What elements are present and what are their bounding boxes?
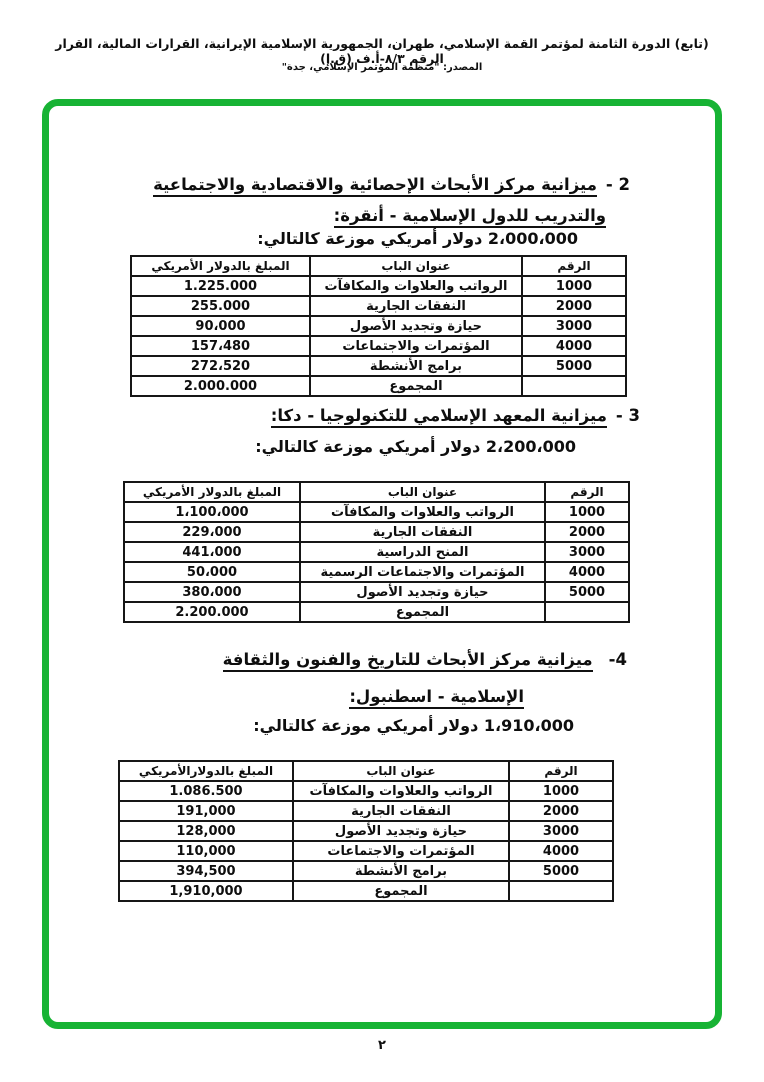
section-3-heading: [271, 406, 640, 425]
table-total-row: [131, 376, 626, 396]
section-2-title-line2-wrap: [334, 206, 606, 225]
budget-table-dhaka: [123, 481, 630, 623]
table-row: [131, 296, 626, 316]
section-4-amount-line: 1،910،000 دولار أمريكي موزعة كالتالي:: [253, 716, 574, 735]
row-number: 5000: [509, 861, 613, 881]
row-amount: 394,500: [119, 861, 293, 881]
column-header-title: عنوان الباب: [310, 256, 522, 276]
table-header-row: [119, 761, 613, 781]
section-2-amount-line: 2،000،000 دولار أمريكي موزعة كالتالي:: [257, 229, 578, 248]
section-4-title-line1: ميزانية مركز الأبحاث للتاريخ والفنون والثقافة: [223, 650, 593, 672]
row-amount: 110,000: [119, 841, 293, 861]
row-title: الرواتب والعلاوات والمكافآت: [310, 276, 522, 296]
section-2-title-line2: والتدريب للدول الإسلامية - أنقرة:: [334, 206, 606, 228]
row-title: حيازة وتجديد الأصول: [310, 316, 522, 336]
table-row: [124, 542, 629, 562]
budget-table-istanbul: [118, 760, 614, 902]
row-number: 1000: [509, 781, 613, 801]
table-row: [119, 781, 613, 801]
column-header-title: عنوان الباب: [293, 761, 509, 781]
row-amount: 128,000: [119, 821, 293, 841]
section-3-amount-line: 2،200،000 دولار أمريكي موزعة كالتالي:: [255, 437, 576, 456]
row-title: الرواتب والعلاوات والمكافآت: [293, 781, 509, 801]
row-title: برامج الأنشطة: [310, 356, 522, 376]
row-amount: 90،000: [131, 316, 310, 336]
row-number: 2000: [509, 801, 613, 821]
document-source-line: المصدر: "منظمة المؤتمر الإسلامي، جدة": [281, 62, 483, 73]
row-amount: 1.225.000: [131, 276, 310, 296]
row-number: [509, 881, 613, 901]
budget-table-ankara: [130, 255, 627, 397]
table-row: [119, 861, 613, 881]
table-row: [119, 821, 613, 841]
row-number: 2000: [522, 296, 626, 316]
row-amount: 229،000: [124, 522, 300, 542]
section-3-number: 3 -: [615, 406, 640, 425]
row-title: النفقات الجارية: [293, 801, 509, 821]
row-title: المؤتمرات والاجتماعات: [310, 336, 522, 356]
total-label: المجموع: [300, 602, 545, 622]
section-4-number: 4-: [608, 650, 627, 669]
row-amount: 157،480: [131, 336, 310, 356]
row-title: النفقات الجارية: [300, 522, 545, 542]
total-amount: 2.000.000: [131, 376, 310, 396]
row-amount: 191,000: [119, 801, 293, 821]
row-number: [545, 602, 629, 622]
table-header-row: [124, 482, 629, 502]
row-amount: 1،100،000: [124, 502, 300, 522]
total-amount: 1,910,000: [119, 881, 293, 901]
row-amount: 441،000: [124, 542, 300, 562]
row-amount: 255.000: [131, 296, 310, 316]
section-3-title-line1: ميزانية المعهد الإسلامي للتكنولوجيا - دكا:: [271, 406, 607, 428]
table-row: [131, 276, 626, 296]
column-header-amount: المبلغ بالدولار الأمريكي: [131, 256, 310, 276]
table-row: [131, 316, 626, 336]
row-number: 1000: [522, 276, 626, 296]
table-row: [124, 562, 629, 582]
column-header-title: عنوان الباب: [300, 482, 545, 502]
row-number: 3000: [545, 542, 629, 562]
table-row: [119, 841, 613, 861]
column-header-number: الرقم: [545, 482, 629, 502]
row-number: 4000: [545, 562, 629, 582]
column-header-number: الرقم: [509, 761, 613, 781]
column-header-number: الرقم: [522, 256, 626, 276]
row-title: النفقات الجارية: [310, 296, 522, 316]
row-number: 2000: [545, 522, 629, 542]
row-number: 3000: [509, 821, 613, 841]
table-row: [124, 522, 629, 542]
row-number: [522, 376, 626, 396]
row-title: برامج الأنشطة: [293, 861, 509, 881]
section-4-title-line2: الإسلامية - اسطنبول:: [349, 687, 524, 709]
row-title: المؤتمرات والاجتماعات الرسمية: [300, 562, 545, 582]
row-amount: 50،000: [124, 562, 300, 582]
section-2-title-line1: ميزانية مركز الأبحاث الإحصائية والاقتصادية والاجتماعية: [153, 175, 597, 197]
column-header-amount: المبلغ بالدولار الأمريكي: [124, 482, 300, 502]
table-row: [119, 801, 613, 821]
row-title: الرواتب والعلاوات والمكافآت: [300, 502, 545, 522]
row-number: 4000: [509, 841, 613, 861]
column-header-amount: المبلغ بالدولارالأمريكي: [119, 761, 293, 781]
row-amount: 380،000: [124, 582, 300, 602]
table-total-row: [124, 602, 629, 622]
row-title: حيازة وتجديد الأصول: [293, 821, 509, 841]
row-number: 4000: [522, 336, 626, 356]
section-4-title-line2-wrap: [349, 687, 524, 706]
table-row: [124, 502, 629, 522]
table-row: [131, 356, 626, 376]
section-2-number: 2 -: [605, 175, 630, 194]
document-header-citation: (تابع) الدورة الثامنة لمؤتمر القمة الإسلامي، طهران، الجمهورية الإسلامية الإيرانية، القرارات المالية، القرار الرقم ٨/٣-أ.ف (ق.إ): [55, 36, 709, 66]
total-amount: 2.200.000: [124, 602, 300, 622]
total-label: المجموع: [310, 376, 522, 396]
section-4-heading: [223, 650, 627, 669]
row-title: المنح الدراسية: [300, 542, 545, 562]
table-row: [131, 336, 626, 356]
table-row: [124, 582, 629, 602]
row-amount: 272،520: [131, 356, 310, 376]
row-title: حيازة وتجديد الأصول: [300, 582, 545, 602]
row-number: 5000: [522, 356, 626, 376]
row-amount: 1.086.500: [119, 781, 293, 801]
section-2-heading: [153, 175, 630, 194]
row-number: 1000: [545, 502, 629, 522]
total-label: المجموع: [293, 881, 509, 901]
row-number: 3000: [522, 316, 626, 336]
row-title: المؤتمرات والاجتماعات: [293, 841, 509, 861]
table-total-row: [119, 881, 613, 901]
row-number: 5000: [545, 582, 629, 602]
table-header-row: [131, 256, 626, 276]
page-number: ٢: [378, 1038, 386, 1053]
